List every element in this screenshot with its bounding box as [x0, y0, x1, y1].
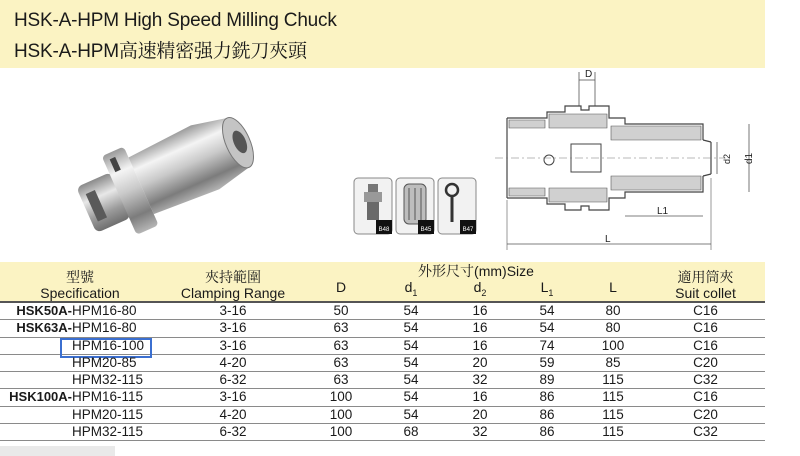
- cell-L1: 59: [539, 354, 555, 370]
- header-suit-collet: 適用筒夾 Suit collet: [675, 269, 736, 301]
- cell-clamp: 4-20: [219, 406, 247, 422]
- series-label: HSK50A-: [16, 303, 72, 318]
- table-row[interactable]: [0, 406, 765, 423]
- cell-clamp: 3-16: [219, 320, 247, 336]
- cell-D: 100: [329, 389, 353, 405]
- chuck-product-photo: [58, 98, 273, 248]
- header-dimensions: 外形尺寸(mm)Size D $d_1$ $d_2$ $L_1$ L: [306, 262, 646, 302]
- wrench-code: B47: [462, 227, 474, 233]
- cell-collet: C16: [693, 337, 718, 353]
- cell-D: 100: [329, 406, 353, 422]
- cell-collet: C32: [693, 424, 718, 440]
- cell-d1: 54: [403, 389, 419, 405]
- cell-L1: 74: [539, 337, 555, 353]
- pull-stud-icon: [354, 178, 392, 234]
- header-d2: $d_2$: [473, 279, 487, 298]
- dim-label-L1: L1: [657, 206, 669, 217]
- table-row[interactable]: [0, 320, 765, 337]
- spec-cell: [0, 302, 160, 320]
- title-chinese: HSK-A-HPM高速精密强力銑刀夾頭: [14, 41, 307, 62]
- cell-d1: 54: [403, 303, 419, 318]
- cell-collet: C16: [693, 320, 718, 336]
- header-D: D: [335, 279, 347, 296]
- cell-d2: 20: [472, 406, 488, 422]
- cell-clamp: 3-16: [219, 389, 247, 405]
- cell-clamp: 6-32: [219, 372, 247, 388]
- cell-clamp: 3-16: [219, 303, 247, 318]
- cell-d2: 20: [472, 354, 488, 370]
- cell-L1: 54: [539, 303, 555, 318]
- table-header-row: [0, 262, 765, 302]
- cell-d1: 54: [403, 354, 419, 370]
- cell-L1: 54: [539, 320, 555, 336]
- cell-clamp: 3-16: [219, 337, 247, 353]
- dim-label-d2: d2: [722, 153, 732, 164]
- table-row[interactable]: [0, 337, 765, 354]
- dim-label-D: D: [585, 69, 593, 80]
- table-row[interactable]: [0, 389, 765, 406]
- technical-drawing: [485, 66, 775, 256]
- spec-cell: [0, 424, 160, 441]
- cell-D: 63: [333, 320, 349, 336]
- cell-collet: C16: [693, 303, 718, 318]
- model-label: HPM16-115: [72, 389, 144, 405]
- cell-clamp: 4-20: [219, 354, 247, 370]
- cell-collet: C16: [693, 389, 718, 405]
- cell-L1: 86: [539, 424, 555, 440]
- wrench-icon: [438, 178, 476, 234]
- spec-cell: [0, 320, 160, 337]
- series-label: HSK100A-: [9, 389, 72, 405]
- cell-d2: 16: [472, 337, 488, 353]
- cell-L1: 86: [539, 389, 555, 405]
- header-clamping-range: 夾持範圍 Clamping Range: [180, 269, 286, 301]
- spec-cell: [0, 337, 160, 354]
- cell-D: 63: [333, 354, 349, 370]
- cell-collet: C32: [693, 372, 718, 388]
- header-d1: $d_1$: [404, 279, 418, 298]
- cell-L: 80: [605, 303, 621, 318]
- cell-D: 100: [329, 424, 353, 440]
- cell-D: 63: [333, 372, 349, 388]
- spec-cell: [0, 372, 160, 389]
- cell-d1: 54: [403, 406, 419, 422]
- spec-cell: [0, 389, 160, 406]
- accessory-icons: [352, 176, 482, 238]
- header-specification: 型號 Specification: [40, 269, 120, 301]
- model-label: HPM16-80: [72, 303, 137, 318]
- dim-label-L: L: [605, 234, 611, 245]
- header-L1: $L_1$: [540, 279, 554, 298]
- cell-d2: 16: [472, 320, 488, 336]
- dim-label-d1: d1: [744, 152, 755, 164]
- bottom-scroll-stub: [0, 446, 115, 456]
- cell-d1: 54: [403, 372, 419, 388]
- cell-d2: 32: [472, 424, 488, 440]
- cell-L1: 89: [539, 372, 555, 388]
- title-banner: [0, 0, 765, 68]
- spec-table: [0, 262, 765, 441]
- model-label: HPM20-85: [72, 354, 137, 370]
- cell-d2: 16: [472, 389, 488, 405]
- title-english: HSK-A-HPM High Speed Milling Chuck: [14, 10, 337, 31]
- cell-L: 115: [602, 389, 624, 405]
- cell-collet: C20: [693, 406, 718, 422]
- cell-L: 115: [602, 372, 624, 388]
- table-row[interactable]: [0, 302, 765, 320]
- table-row[interactable]: [0, 354, 765, 371]
- model-label: HPM20-115: [72, 406, 144, 422]
- model-label: HPM32-115: [72, 424, 144, 440]
- spec-cell: [0, 406, 160, 423]
- cell-L: 100: [601, 337, 625, 353]
- cell-L: 80: [605, 320, 621, 336]
- cell-d1: 68: [403, 424, 419, 440]
- cell-L: 85: [605, 354, 621, 370]
- table-row[interactable]: [0, 372, 765, 389]
- cell-clamp: 6-32: [219, 424, 247, 440]
- cell-d2: 32: [472, 372, 488, 388]
- spec-cell: [0, 354, 160, 371]
- pull-stud-code: B48: [378, 227, 390, 233]
- collet-code: B45: [420, 227, 432, 233]
- spec-table-container: [0, 262, 765, 440]
- collet-icon: [396, 178, 434, 234]
- cell-L1: 86: [539, 406, 555, 422]
- cell-d1: 54: [403, 337, 419, 353]
- cell-L: 115: [602, 424, 624, 440]
- cell-L: 115: [602, 406, 624, 422]
- cell-d2: 16: [472, 303, 488, 318]
- model-label: HPM16-80: [72, 320, 137, 336]
- header-L: L: [609, 279, 617, 296]
- cell-D: 50: [333, 303, 349, 318]
- cell-collet: C20: [693, 354, 718, 370]
- cell-D: 63: [333, 337, 349, 353]
- series-label: HSK63A-: [16, 320, 72, 336]
- cell-d1: 54: [403, 320, 419, 336]
- model-label: HPM32-115: [72, 372, 144, 388]
- table-row[interactable]: [0, 424, 765, 441]
- model-label: HPM16-100: [72, 337, 145, 353]
